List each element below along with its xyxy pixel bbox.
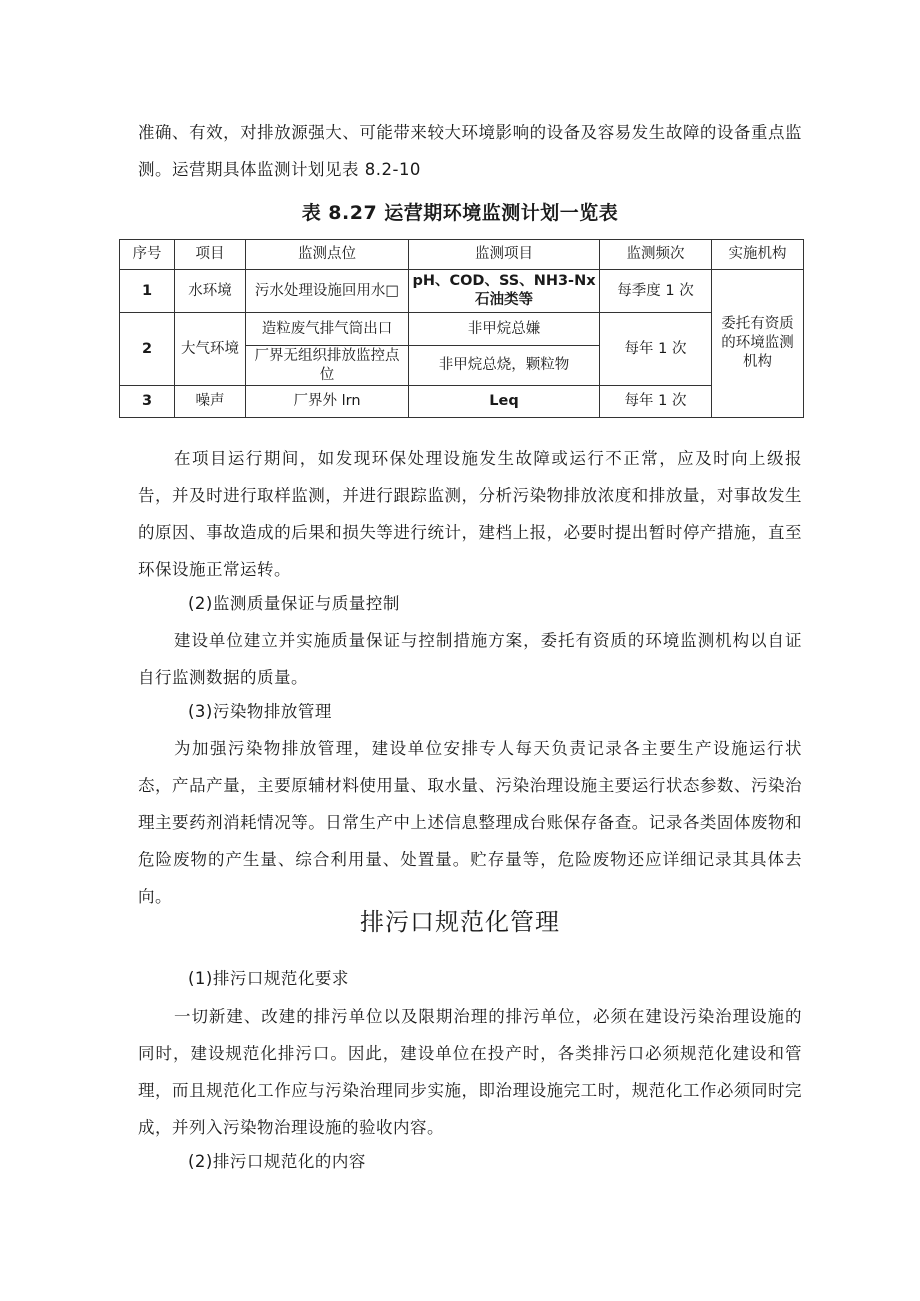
- row-point: 厂界外 lrn: [246, 386, 409, 418]
- table-row: [120, 313, 804, 346]
- row-number: 2: [120, 313, 175, 386]
- header-cell: 监测项目: [409, 240, 600, 270]
- row-item: 噪声: [175, 386, 246, 418]
- row-item: 水环境: [175, 270, 246, 313]
- header-cell: 监测点位: [246, 240, 409, 270]
- monitoring-plan-table: [119, 239, 804, 418]
- header-cell: 序号: [120, 240, 175, 270]
- row-frequency: 每年 1 次: [600, 386, 712, 418]
- table-row: [120, 386, 804, 418]
- management-paragraph: 为加强污染物排放管理，建设单位安排专人每天负责记录各主要生产设施运行状态，产品产量，主要原辅材料使用量、取水量、污染治理设施主要运行状态参数、污染治理主要药剂消耗情况等。日常生产中上述信息整理成台账保存备查。记录各类固体废物和危险废物的产生量、综合利用量、处置量。贮存量等，危险废物还应详细记录其具体去向。: [138, 739, 802, 906]
- row-frequency: 每年 1 次: [600, 313, 712, 386]
- row-frequency: 每季度 1 次: [600, 270, 712, 313]
- row-number: 3: [120, 386, 175, 418]
- agency-cell: 委托有资质的环境监测机构: [712, 270, 804, 418]
- row-param: pH、COD、SS、NH3-Nx石油类等: [409, 270, 600, 313]
- row-point: 造粒废气排气筒出口: [246, 313, 409, 346]
- row-point: 污水处理设施回用水□: [246, 270, 409, 313]
- intro-paragraph: 准确、有效，对排放源强大、可能带来较大环境影响的设备及容易发生故障的设备重点监测。运营期具体监测计划见表 8.2-10: [138, 123, 802, 179]
- subheading-emission-management: (3)污染物排放管理: [188, 702, 332, 721]
- subheading-quality-control: (2)监测质量保证与质量控制: [188, 594, 400, 613]
- subheading-outlet-requirements: (1)排污口规范化要求: [188, 969, 349, 988]
- table-caption: 表 8.27 运营期环境监测计划一览表: [301, 202, 619, 224]
- subheading-outlet-content: (2)排污口规范化的内容: [188, 1152, 366, 1171]
- row-item: 大气环境: [175, 313, 246, 386]
- quality-paragraph: 建设单位建立并实施质量保证与控制措施方案，委托有资质的环境监测机构以自证自行监测数据的质量。: [138, 631, 802, 687]
- header-cell: 监测频次: [600, 240, 712, 270]
- section-heading: 排污口规范化管理: [360, 908, 560, 936]
- table-header-row: [120, 240, 804, 270]
- row-number: 1: [120, 270, 175, 313]
- row-param: 非甲烷总烧，颗粒物: [409, 346, 600, 386]
- row-param: Leq: [409, 386, 600, 418]
- row-point: 厂界无组织排放监控点位: [246, 346, 409, 386]
- header-cell: 实施机构: [712, 240, 804, 270]
- row-param: 非甲烷总嫌: [409, 313, 600, 346]
- header-cell: 项目: [175, 240, 246, 270]
- table-row: [120, 270, 804, 313]
- outlet-paragraph: 一切新建、改建的排污单位以及限期治理的排污单位，必须在建设污染治理设施的同时，建设规范化排污口。因此，建设单位在投产时，各类排污口必须规范化建设和管理，而且规范化工作应与污染治理同步实施，即治理设施完工时，规范化工作必须同时完成，并列入污染物治理设施的验收内容。: [138, 1007, 802, 1137]
- report-paragraph: 在项目运行期间，如发现环保处理设施发生故障或运行不正常，应及时向上级报告，并及时进行取样监测，并进行跟踪监测，分析污染物排放浓度和排放量，对事故发生的原因、事故造成的后果和损失等进行统计，建档上报，必要时提出暂时停产措施，直至环保设施正常运转。: [138, 449, 802, 579]
